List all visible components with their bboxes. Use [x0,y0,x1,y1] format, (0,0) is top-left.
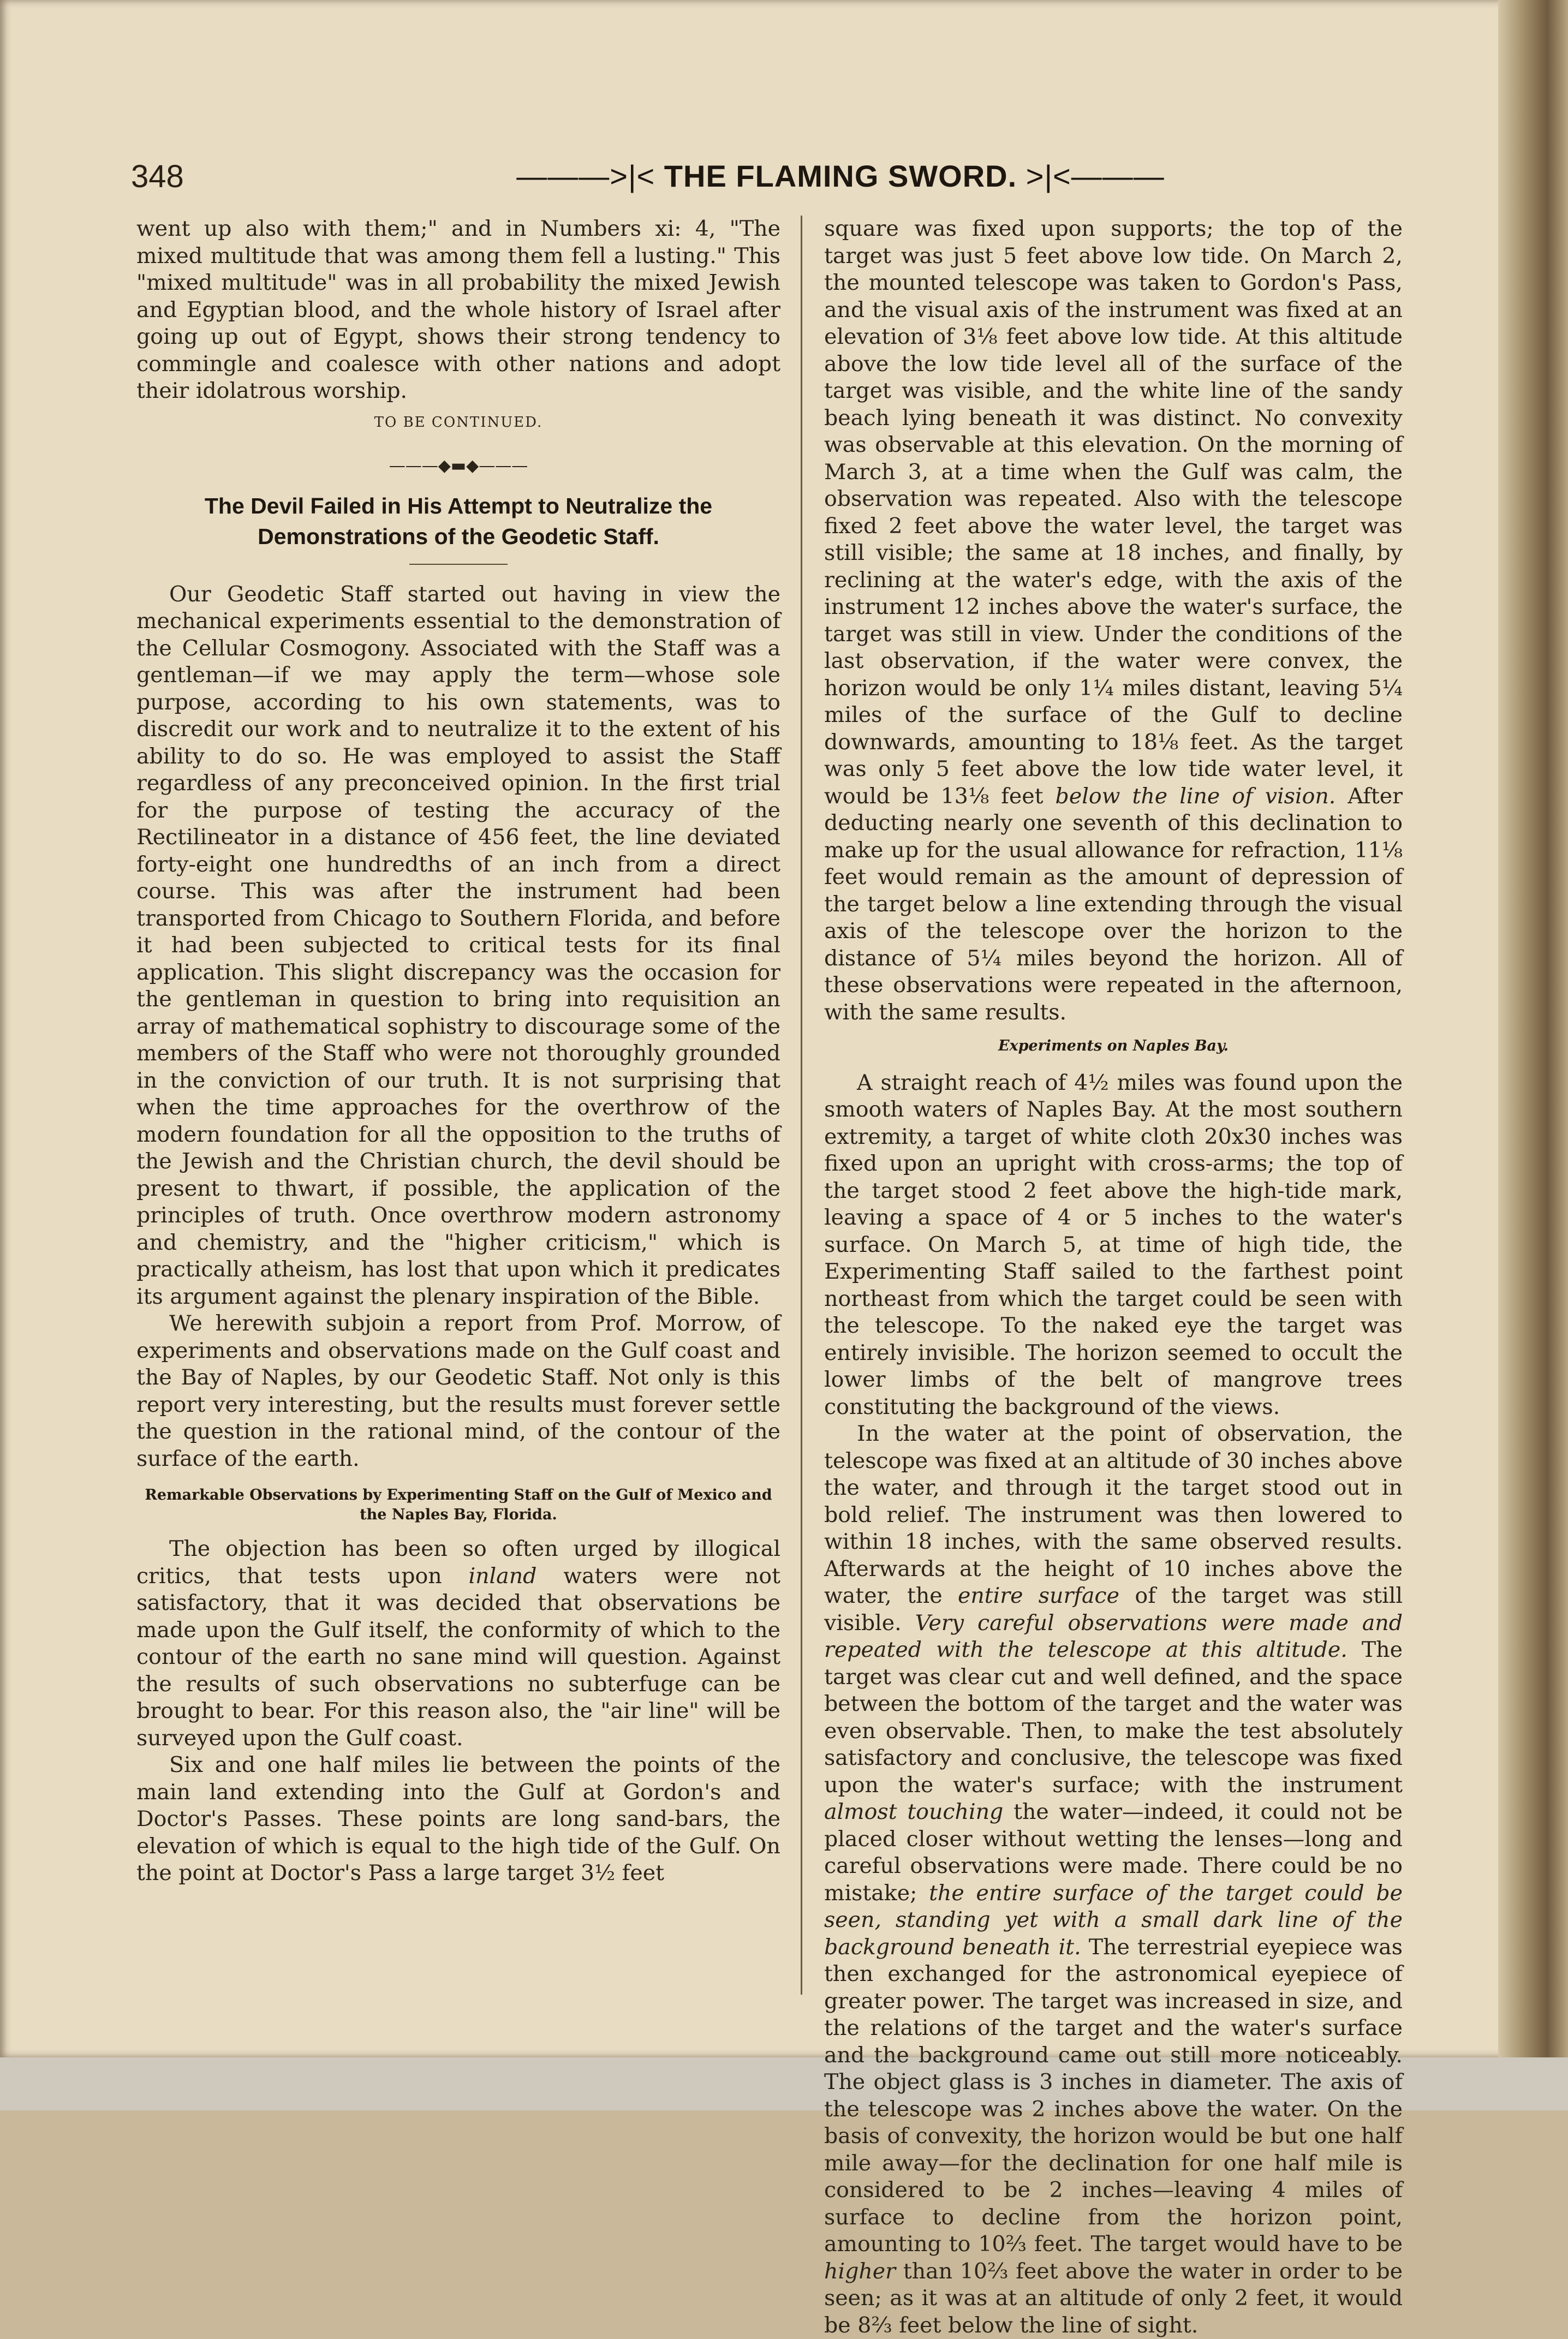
text-run: of the target was still visible. [824,1583,1403,1636]
paragraph: A straight reach of 4½ miles was found upon the smooth waters of Naples Bay. At the most southern extremity, a target of white cloth 20x30 inches was fixed upon an upright with cross-arms; the top of the target stood 2 feet above the high-tide mark, leaving a space of 4 or 5 inches to the water's surface. On March 5, at time of high tide, the Experimenting Staff sailed to the farthest point northeast from which the target could be seen with the telescope. To the naked eye the target was entirely invisible. The horizon seemed to occult the lower limbs of the belt of mangrove trees constituting the background of the views. [824,1070,1403,1419]
running-header [131,158,1441,202]
continued-notice: TO BE CONTINUED. [374,414,543,431]
section-ornament: ———◆▬◆——— [389,456,528,475]
article-title: The Devil Failed in His Attempt to Neutralize the Demonstrations of the Geodetic Staff. [204,493,713,549]
emphasis: almost touching [824,1799,1004,1824]
text-run: After deducting nearly one seventh of this declination to make up for the usual allowance for refraction, 11⅛ feet would remain as the amount of depression of the target below a line extending through the visual axis of the telescope over the horizon to the distance of 5¼ miles beyond the horizon. All of these observations were repeated in the afternoon, with the same results. [824,783,1403,1025]
text-run: In the water at the point of observation, the telescope was fixed at an altitude of 30 inches above the water, and through it the target stood out in bold relief. The instrument was then lowered to within 18 inches, with the same observed results. Afterwards at the height of 10 inches above the water, the [824,1421,1403,1608]
emphasis: Very careful observations were made and repeated with the telescope at this altitude. [824,1610,1403,1662]
emphasis: entire surface [957,1583,1120,1608]
column-divider [801,216,802,1995]
paragraph: Our Geodetic Staff started out having in view the mechanical experiments essential to the demonstration of the Cellular Cosmogony. Associated with the Staff was a gentleman—if we may apply the term—whose sole purpose, according to his own statements, was to discredit our work and to neutralize it to the extent of his ability to do so. He was employed to assist the Staff regardless of any preconceived opinion. In the first trial for the purpose of testing the accuracy of the Rectilineator in a distance of 456 feet, the line deviated forty-eight one hundredths of an inch from a direct course. This was after the instrument had been transported from Chicago to Southern Florida, and before it had been subjected to critical tests for its final application. This slight discrepancy was the occasion for the gentleman in question to bring into requisition an array of mathematical sophistry to discourage some of the members of the Staff who were not thoroughly grounded in the conviction of our truth. It is not surprising that when the time approaches for the overthrow of the modern foundation for all the opposition to the truths of the Jewish and the Christian church, the devil should be present to thwart, if possible, the application of the principles of truth. Once overthrow modern astronomy and chemistry, and the "higher criticism," which is practically atheism, has lost that upon which it predicates its argument against the plenary inspiration of the Bible. [136,581,780,1309]
emphasis: the entire surface of the target could be seen, standing yet with a small dark line of the background beneath it. [824,1880,1403,1960]
text-run: square was fixed upon supports; the top of the target was just 5 feet above low tide. On March 2, the mounted telescope was taken to Gordon's Pass, and the visual axis of the instrument was fixed at an elevation of 3⅛ feet above low tide. At this altitude above the low tide level all of the surface of the target was visible, and the white line of the sandy beach lying beneath it was distinct. No convexity was observable at this elevation. On the morning of March 3, at a time when the Gulf was calm, the observation was repeated. Also with the telescope fixed 2 feet above the water level, the target was still visible; the same at 18 inches, and finally, by reclining at the water's edge, with the axis of the instrument 12 inches above the water's surface, the target was still in view. Under the conditions of the last observation, if the water were convex, the horizon would be only 1¼ miles distant, leaving 5¼ miles of the surface of the Gulf to decline downwards, amounting to 18⅛ feet. As the target was only 5 feet above the low tide water level, it would be 13⅛ feet [824,216,1403,809]
paragraph: We herewith subjoin a report from Prof. Morrow, of experiments and observations made on the Gulf coast and the Bay of Naples, by our Geodetic Staff. Not only is this report very interesting, but the results must forever settle the question in the rational mind, of the contour of the surface of the earth. [136,1311,780,1471]
paragraph [136,1536,780,1752]
running-title [458,158,1223,194]
page-number: 348 [131,159,184,194]
right-column [824,216,1403,2339]
emphasis: higher [824,2258,896,2284]
paragraph [824,1421,1403,2339]
text-run: The target was clear cut and well defined, and the space between the bottom of the target and the water was even observable. Then, to make the test absolutely satisfactory and conclusive, the telescope was fixed upon the water's surface; with the instrument [824,1637,1403,1798]
section-subhead: Experiments on Naples Bay. [998,1037,1229,1054]
ornament-left: ———>|< [516,159,655,193]
book-spine [1498,0,1568,2057]
text-run: than 10⅔ feet above the water in order to be seen; as it was at an altitude of only 2 feet, it would be 8⅔ feet below the line of sight. [824,2258,1403,2338]
text-run: The terrestrial eyepiece was then exchanged for the astronomical eyepiece of greater power. The target was increased in size, and the relations of the target and the water's surface and the background came out still more noticeably. The object glass is 3 inches in diameter. The axis of the telescope was 2 inches above the water. On the basis of convexity, the horizon would be but one half mile away—for the declination for one half mile is considered to be 2 inches—leaving 4 miles of surface to decline from the horizon point, amounting to 10⅔ feet. The target would have to be [824,1934,1403,2257]
periodical-title: THE FLAMING SWORD. [664,159,1017,193]
paragraph: went up also with them;" and in Numbers xi: 4, "The mixed multitude that was among them fell a lusting." This "mixed multitude" was in all probability the mixed Jewish and Egyptian blood, and the whole history of Israel after going up out of Egypt, shows their strong tendency to commingle and coalesce with other nations and adopt their idolatrous worship. [136,216,780,403]
section-subhead: Remarkable Observations by Experimenting Staff on the Gulf of Mexico and the Naples Bay, Florida. [145,1487,772,1523]
left-column [136,216,780,1887]
title-rule [409,564,508,565]
ornament-right: >|<——— [1026,159,1165,193]
text-run: the water—indeed, it could not be placed closer without wetting the lenses—long and careful observations were made. There could be no mistake; [824,1799,1403,1906]
paragraph [824,216,1403,1026]
paragraph: Six and one half miles lie between the points of the main land extending into the Gulf at Gordon's and Doctor's Passes. These points are long sand-bars, the elevation of which is equal to the high tide of the Gulf. On the point at Doctor's Pass a large target 3½ feet [136,1752,780,1885]
emphasis: inland [468,1563,537,1589]
text-run: waters were not satisfactory, that it was decided that observations be made upon the Gulf itself, the conformity of which to the contour of the earth no sane mind will question. Against the results of such observations no subterfuge can be brought to bear. For this reason also, the "air line" will be surveyed upon the Gulf coast. [136,1563,780,1751]
emphasis: below the line of vision. [1055,783,1336,809]
text-run: The objection has been so often urged by illogical critics, that tests upon [136,1536,780,1589]
